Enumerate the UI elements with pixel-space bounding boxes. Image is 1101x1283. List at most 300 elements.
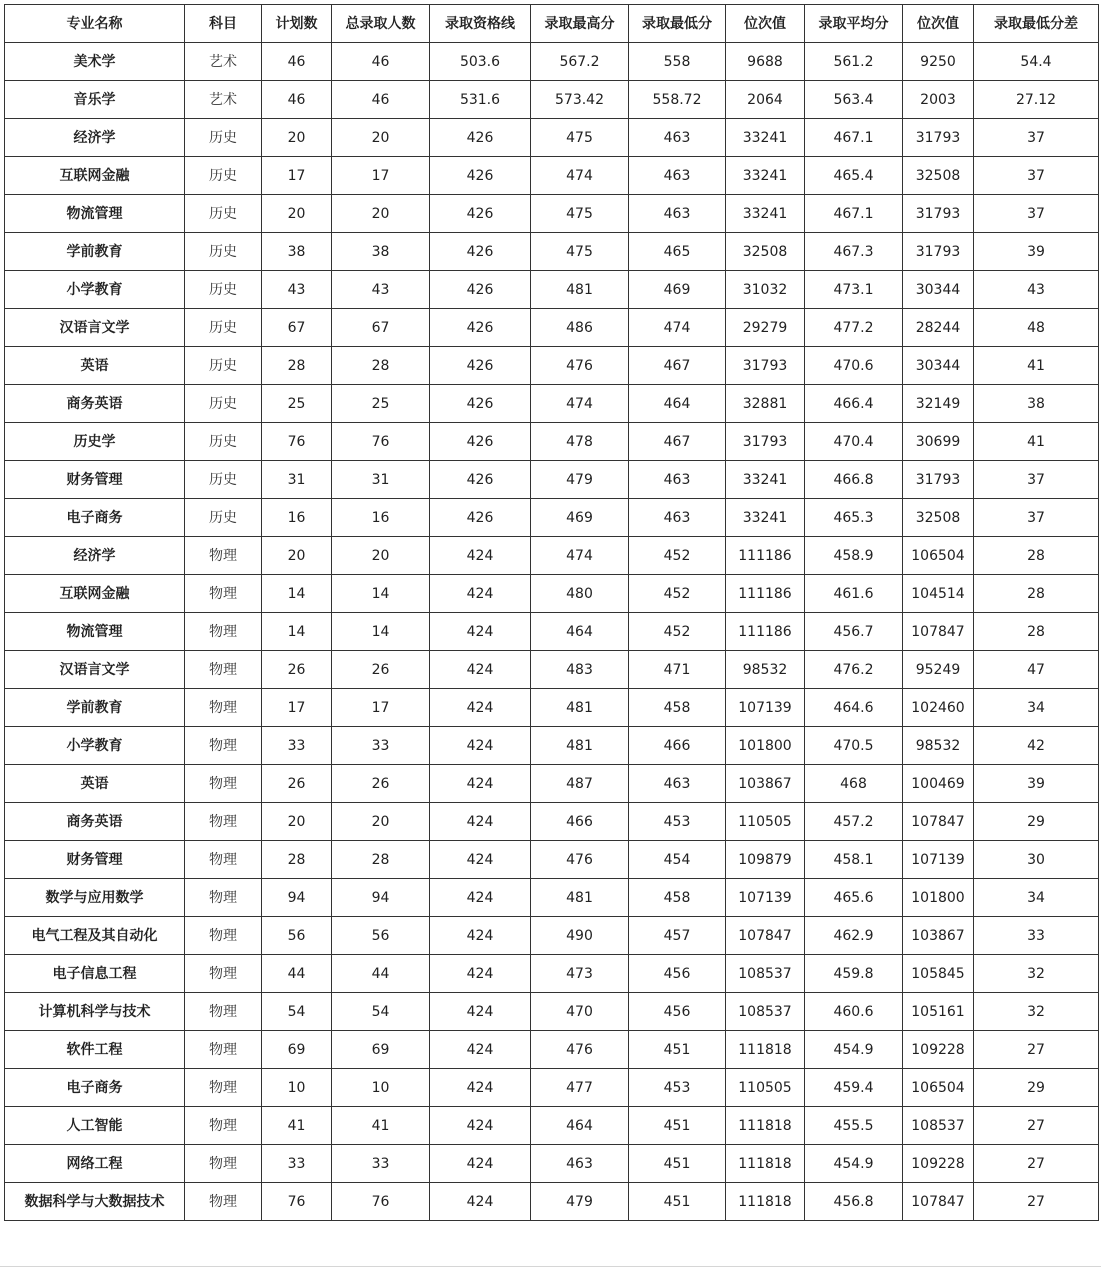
- cell-qualification-line: 426: [430, 423, 531, 461]
- cell-average-score: 456.7: [805, 613, 903, 651]
- cell-min-score: 467: [629, 347, 726, 385]
- cell-plan-count: 26: [262, 651, 332, 689]
- cell-max-score: 567.2: [531, 43, 629, 81]
- cell-total-admitted: 41: [332, 1107, 430, 1145]
- cell-qualification-line: 426: [430, 461, 531, 499]
- cell-rank-value: 103867: [726, 765, 805, 803]
- cell-plan-count: 28: [262, 347, 332, 385]
- cell-min-score-diff: 39: [974, 765, 1099, 803]
- cell-major-name: 电子商务: [5, 499, 185, 537]
- cell-major-name: 美术学: [5, 43, 185, 81]
- cell-qualification-line: 424: [430, 1107, 531, 1145]
- cell-subject: 历史: [185, 157, 262, 195]
- cell-average-score: 460.6: [805, 993, 903, 1031]
- cell-major-name: 数据科学与大数据技术: [5, 1183, 185, 1221]
- cell-plan-count: 54: [262, 993, 332, 1031]
- cell-total-admitted: 46: [332, 43, 430, 81]
- cell-min-score-diff: 37: [974, 461, 1099, 499]
- cell-total-admitted: 26: [332, 765, 430, 803]
- cell-min-score: 466: [629, 727, 726, 765]
- cell-max-score: 464: [531, 613, 629, 651]
- cell-rank-value-2: 28244: [903, 309, 974, 347]
- cell-min-score: 453: [629, 803, 726, 841]
- cell-min-score: 558: [629, 43, 726, 81]
- cell-min-score-diff: 32: [974, 993, 1099, 1031]
- cell-plan-count: 33: [262, 727, 332, 765]
- cell-rank-value-2: 109228: [903, 1145, 974, 1183]
- cell-total-admitted: 46: [332, 81, 430, 119]
- cell-rank-value: 31793: [726, 423, 805, 461]
- cell-rank-value-2: 30344: [903, 347, 974, 385]
- cell-subject: 物理: [185, 689, 262, 727]
- cell-average-score: 455.5: [805, 1107, 903, 1145]
- cell-max-score: 481: [531, 689, 629, 727]
- cell-max-score: 483: [531, 651, 629, 689]
- cell-major-name: 音乐学: [5, 81, 185, 119]
- cell-plan-count: 56: [262, 917, 332, 955]
- cell-max-score: 475: [531, 119, 629, 157]
- cell-average-score: 464.6: [805, 689, 903, 727]
- cell-rank-value-2: 31793: [903, 233, 974, 271]
- cell-major-name: 商务英语: [5, 803, 185, 841]
- cell-plan-count: 38: [262, 233, 332, 271]
- cell-plan-count: 76: [262, 1183, 332, 1221]
- table-body: [5, 43, 1099, 1221]
- cell-subject: 物理: [185, 993, 262, 1031]
- bottom-divider: [0, 1266, 1101, 1267]
- cell-rank-value-2: 102460: [903, 689, 974, 727]
- cell-max-score: 480: [531, 575, 629, 613]
- cell-major-name: 经济学: [5, 537, 185, 575]
- cell-max-score: 469: [531, 499, 629, 537]
- cell-subject: 物理: [185, 575, 262, 613]
- cell-min-score: 457: [629, 917, 726, 955]
- column-header-average-score: 录取平均分: [805, 5, 903, 43]
- cell-major-name: 财务管理: [5, 841, 185, 879]
- cell-subject: 历史: [185, 385, 262, 423]
- cell-total-admitted: 20: [332, 195, 430, 233]
- cell-qualification-line: 426: [430, 347, 531, 385]
- cell-qualification-line: 424: [430, 803, 531, 841]
- cell-max-score: 479: [531, 1183, 629, 1221]
- cell-total-admitted: 28: [332, 841, 430, 879]
- cell-subject: 历史: [185, 195, 262, 233]
- cell-min-score: 452: [629, 537, 726, 575]
- table-row: [5, 499, 1099, 537]
- cell-plan-count: 25: [262, 385, 332, 423]
- cell-rank-value-2: 30699: [903, 423, 974, 461]
- cell-major-name: 互联网金融: [5, 575, 185, 613]
- cell-plan-count: 20: [262, 195, 332, 233]
- cell-min-score-diff: 28: [974, 613, 1099, 651]
- column-header-plan-count: 计划数: [262, 5, 332, 43]
- cell-rank-value: 111818: [726, 1107, 805, 1145]
- table-row: [5, 651, 1099, 689]
- cell-rank-value: 2064: [726, 81, 805, 119]
- cell-subject: 物理: [185, 727, 262, 765]
- cell-rank-value-2: 31793: [903, 119, 974, 157]
- cell-min-score: 471: [629, 651, 726, 689]
- cell-min-score-diff: 30: [974, 841, 1099, 879]
- cell-max-score: 475: [531, 195, 629, 233]
- cell-total-admitted: 44: [332, 955, 430, 993]
- cell-max-score: 478: [531, 423, 629, 461]
- cell-qualification-line: 531.6: [430, 81, 531, 119]
- cell-average-score: 561.2: [805, 43, 903, 81]
- cell-plan-count: 20: [262, 537, 332, 575]
- cell-min-score: 463: [629, 119, 726, 157]
- cell-rank-value-2: 31793: [903, 195, 974, 233]
- cell-min-score-diff: 32: [974, 955, 1099, 993]
- cell-qualification-line: 426: [430, 195, 531, 233]
- cell-major-name: 英语: [5, 347, 185, 385]
- cell-major-name: 人工智能: [5, 1107, 185, 1145]
- cell-subject: 历史: [185, 499, 262, 537]
- cell-rank-value-2: 32149: [903, 385, 974, 423]
- cell-max-score: 463: [531, 1145, 629, 1183]
- table-row: [5, 347, 1099, 385]
- cell-rank-value-2: 30344: [903, 271, 974, 309]
- cell-qualification-line: 426: [430, 157, 531, 195]
- cell-total-admitted: 20: [332, 803, 430, 841]
- cell-qualification-line: 424: [430, 1069, 531, 1107]
- column-header-min-score-diff: 录取最低分差: [974, 5, 1099, 43]
- cell-average-score: 465.6: [805, 879, 903, 917]
- cell-major-name: 学前教育: [5, 689, 185, 727]
- cell-min-score-diff: 43: [974, 271, 1099, 309]
- cell-major-name: 财务管理: [5, 461, 185, 499]
- cell-rank-value: 33241: [726, 195, 805, 233]
- cell-rank-value-2: 9250: [903, 43, 974, 81]
- cell-rank-value-2: 32508: [903, 499, 974, 537]
- cell-rank-value: 111818: [726, 1031, 805, 1069]
- cell-qualification-line: 426: [430, 233, 531, 271]
- cell-subject: 历史: [185, 423, 262, 461]
- cell-min-score-diff: 27: [974, 1107, 1099, 1145]
- cell-plan-count: 44: [262, 955, 332, 993]
- cell-rank-value: 31793: [726, 347, 805, 385]
- cell-total-admitted: 76: [332, 423, 430, 461]
- cell-min-score: 463: [629, 499, 726, 537]
- cell-qualification-line: 426: [430, 499, 531, 537]
- cell-rank-value: 9688: [726, 43, 805, 81]
- column-header-total-admitted: 总录取人数: [332, 5, 430, 43]
- cell-total-admitted: 10: [332, 1069, 430, 1107]
- cell-plan-count: 17: [262, 157, 332, 195]
- cell-major-name: 电子信息工程: [5, 955, 185, 993]
- cell-subject: 历史: [185, 271, 262, 309]
- cell-qualification-line: 424: [430, 613, 531, 651]
- cell-plan-count: 41: [262, 1107, 332, 1145]
- column-header-qualification-line: 录取资格线: [430, 5, 531, 43]
- cell-major-name: 网络工程: [5, 1145, 185, 1183]
- table-row: [5, 385, 1099, 423]
- cell-min-score-diff: 29: [974, 803, 1099, 841]
- cell-plan-count: 14: [262, 613, 332, 651]
- cell-qualification-line: 426: [430, 385, 531, 423]
- cell-total-admitted: 14: [332, 613, 430, 651]
- table-row: [5, 1031, 1099, 1069]
- cell-qualification-line: 424: [430, 1031, 531, 1069]
- cell-subject: 历史: [185, 347, 262, 385]
- cell-qualification-line: 426: [430, 309, 531, 347]
- cell-min-score: 469: [629, 271, 726, 309]
- cell-min-score-diff: 34: [974, 689, 1099, 727]
- table-header: [5, 5, 1099, 43]
- admissions-table: [4, 4, 1099, 1221]
- cell-plan-count: 17: [262, 689, 332, 727]
- table-row: [5, 119, 1099, 157]
- cell-plan-count: 20: [262, 803, 332, 841]
- cell-average-score: 465.4: [805, 157, 903, 195]
- table-row: [5, 461, 1099, 499]
- cell-average-score: 470.5: [805, 727, 903, 765]
- cell-subject: 物理: [185, 765, 262, 803]
- cell-rank-value: 107139: [726, 879, 805, 917]
- cell-major-name: 汉语言文学: [5, 309, 185, 347]
- cell-rank-value: 31032: [726, 271, 805, 309]
- cell-qualification-line: 424: [430, 689, 531, 727]
- cell-max-score: 476: [531, 347, 629, 385]
- table-row: [5, 1145, 1099, 1183]
- cell-rank-value: 107847: [726, 917, 805, 955]
- cell-major-name: 电气工程及其自动化: [5, 917, 185, 955]
- cell-min-score-diff: 37: [974, 499, 1099, 537]
- table-row: [5, 689, 1099, 727]
- cell-max-score: 481: [531, 271, 629, 309]
- cell-min-score: 474: [629, 309, 726, 347]
- cell-max-score: 474: [531, 157, 629, 195]
- cell-plan-count: 69: [262, 1031, 332, 1069]
- cell-subject: 历史: [185, 119, 262, 157]
- cell-rank-value-2: 95249: [903, 651, 974, 689]
- cell-major-name: 历史学: [5, 423, 185, 461]
- cell-min-score-diff: 41: [974, 347, 1099, 385]
- cell-min-score-diff: 27: [974, 1183, 1099, 1221]
- cell-qualification-line: 424: [430, 651, 531, 689]
- cell-rank-value: 107139: [726, 689, 805, 727]
- cell-rank-value: 33241: [726, 157, 805, 195]
- cell-max-score: 474: [531, 385, 629, 423]
- cell-plan-count: 16: [262, 499, 332, 537]
- cell-average-score: 454.9: [805, 1145, 903, 1183]
- cell-min-score: 463: [629, 461, 726, 499]
- cell-subject: 物理: [185, 841, 262, 879]
- table-row: [5, 81, 1099, 119]
- cell-rank-value-2: 106504: [903, 537, 974, 575]
- cell-rank-value-2: 31793: [903, 461, 974, 499]
- cell-rank-value-2: 104514: [903, 575, 974, 613]
- cell-subject: 历史: [185, 233, 262, 271]
- cell-max-score: 479: [531, 461, 629, 499]
- cell-plan-count: 46: [262, 81, 332, 119]
- cell-min-score: 451: [629, 1031, 726, 1069]
- cell-average-score: 468: [805, 765, 903, 803]
- cell-total-admitted: 28: [332, 347, 430, 385]
- cell-total-admitted: 56: [332, 917, 430, 955]
- cell-min-score: 458: [629, 689, 726, 727]
- table-row: [5, 879, 1099, 917]
- cell-qualification-line: 424: [430, 955, 531, 993]
- cell-rank-value-2: 108537: [903, 1107, 974, 1145]
- cell-subject: 艺术: [185, 81, 262, 119]
- column-header-min-score: 录取最低分: [629, 5, 726, 43]
- cell-major-name: 电子商务: [5, 1069, 185, 1107]
- cell-rank-value-2: 98532: [903, 727, 974, 765]
- cell-total-admitted: 20: [332, 119, 430, 157]
- cell-plan-count: 14: [262, 575, 332, 613]
- cell-max-score: 470: [531, 993, 629, 1031]
- cell-qualification-line: 424: [430, 1145, 531, 1183]
- cell-rank-value: 109879: [726, 841, 805, 879]
- cell-max-score: 476: [531, 1031, 629, 1069]
- cell-total-admitted: 17: [332, 157, 430, 195]
- cell-qualification-line: 424: [430, 993, 531, 1031]
- cell-rank-value: 108537: [726, 993, 805, 1031]
- cell-qualification-line: 426: [430, 271, 531, 309]
- cell-average-score: 458.9: [805, 537, 903, 575]
- admissions-table-container: [4, 4, 1099, 1221]
- cell-min-score-diff: 28: [974, 575, 1099, 613]
- cell-min-score-diff: 34: [974, 879, 1099, 917]
- cell-average-score: 454.9: [805, 1031, 903, 1069]
- cell-rank-value: 111186: [726, 613, 805, 651]
- table-row: [5, 613, 1099, 651]
- cell-rank-value-2: 107139: [903, 841, 974, 879]
- cell-min-score-diff: 39: [974, 233, 1099, 271]
- table-row: [5, 803, 1099, 841]
- cell-average-score: 470.6: [805, 347, 903, 385]
- cell-rank-value: 101800: [726, 727, 805, 765]
- cell-max-score: 476: [531, 841, 629, 879]
- cell-average-score: 461.6: [805, 575, 903, 613]
- cell-subject: 艺术: [185, 43, 262, 81]
- column-header-max-score: 录取最高分: [531, 5, 629, 43]
- table-row: [5, 1107, 1099, 1145]
- cell-rank-value-2: 107847: [903, 803, 974, 841]
- cell-min-score-diff: 29: [974, 1069, 1099, 1107]
- table-row: [5, 271, 1099, 309]
- cell-average-score: 466.4: [805, 385, 903, 423]
- cell-min-score-diff: 33: [974, 917, 1099, 955]
- column-header-subject: 科目: [185, 5, 262, 43]
- table-row: [5, 309, 1099, 347]
- cell-total-admitted: 76: [332, 1183, 430, 1221]
- cell-min-score: 458: [629, 879, 726, 917]
- cell-min-score-diff: 54.4: [974, 43, 1099, 81]
- cell-plan-count: 26: [262, 765, 332, 803]
- cell-total-admitted: 26: [332, 651, 430, 689]
- table-row: [5, 537, 1099, 575]
- cell-qualification-line: 424: [430, 727, 531, 765]
- cell-max-score: 490: [531, 917, 629, 955]
- cell-subject: 物理: [185, 1069, 262, 1107]
- cell-min-score: 456: [629, 955, 726, 993]
- cell-subject: 历史: [185, 461, 262, 499]
- cell-rank-value: 111186: [726, 537, 805, 575]
- cell-rank-value: 110505: [726, 803, 805, 841]
- cell-min-score-diff: 41: [974, 423, 1099, 461]
- table-row: [5, 841, 1099, 879]
- cell-subject: 物理: [185, 917, 262, 955]
- cell-rank-value-2: 106504: [903, 1069, 974, 1107]
- table-row: [5, 43, 1099, 81]
- cell-max-score: 481: [531, 879, 629, 917]
- cell-total-admitted: 67: [332, 309, 430, 347]
- cell-min-score: 452: [629, 613, 726, 651]
- cell-qualification-line: 503.6: [430, 43, 531, 81]
- cell-min-score-diff: 37: [974, 157, 1099, 195]
- cell-rank-value-2: 103867: [903, 917, 974, 955]
- cell-total-admitted: 17: [332, 689, 430, 727]
- cell-min-score-diff: 27: [974, 1031, 1099, 1069]
- cell-subject: 物理: [185, 1145, 262, 1183]
- cell-min-score-diff: 27: [974, 1145, 1099, 1183]
- cell-qualification-line: 424: [430, 841, 531, 879]
- cell-total-admitted: 38: [332, 233, 430, 271]
- cell-max-score: 487: [531, 765, 629, 803]
- cell-major-name: 计算机科学与技术: [5, 993, 185, 1031]
- cell-rank-value: 32508: [726, 233, 805, 271]
- cell-qualification-line: 424: [430, 575, 531, 613]
- cell-plan-count: 46: [262, 43, 332, 81]
- cell-subject: 物理: [185, 1031, 262, 1069]
- table-row: [5, 955, 1099, 993]
- cell-total-admitted: 14: [332, 575, 430, 613]
- cell-average-score: 462.9: [805, 917, 903, 955]
- table-row: [5, 233, 1099, 271]
- cell-major-name: 软件工程: [5, 1031, 185, 1069]
- cell-total-admitted: 20: [332, 537, 430, 575]
- cell-min-score: 451: [629, 1145, 726, 1183]
- cell-average-score: 459.4: [805, 1069, 903, 1107]
- cell-plan-count: 43: [262, 271, 332, 309]
- cell-average-score: 457.2: [805, 803, 903, 841]
- table-row: [5, 765, 1099, 803]
- cell-major-name: 汉语言文学: [5, 651, 185, 689]
- column-header-major-name: 专业名称: [5, 5, 185, 43]
- cell-total-admitted: 31: [332, 461, 430, 499]
- cell-major-name: 互联网金融: [5, 157, 185, 195]
- column-header-rank-value-2: 位次值: [903, 5, 974, 43]
- cell-average-score: 467.3: [805, 233, 903, 271]
- cell-max-score: 474: [531, 537, 629, 575]
- cell-total-admitted: 16: [332, 499, 430, 537]
- cell-rank-value-2: 109228: [903, 1031, 974, 1069]
- cell-rank-value: 108537: [726, 955, 805, 993]
- cell-min-score: 463: [629, 765, 726, 803]
- cell-major-name: 小学教育: [5, 727, 185, 765]
- cell-rank-value-2: 107847: [903, 613, 974, 651]
- cell-average-score: 459.8: [805, 955, 903, 993]
- cell-min-score-diff: 42: [974, 727, 1099, 765]
- cell-average-score: 470.4: [805, 423, 903, 461]
- cell-average-score: 473.1: [805, 271, 903, 309]
- cell-rank-value: 33241: [726, 461, 805, 499]
- cell-subject: 物理: [185, 803, 262, 841]
- table-row: [5, 157, 1099, 195]
- cell-average-score: 563.4: [805, 81, 903, 119]
- cell-average-score: 467.1: [805, 195, 903, 233]
- cell-major-name: 学前教育: [5, 233, 185, 271]
- cell-rank-value: 98532: [726, 651, 805, 689]
- table-row: [5, 993, 1099, 1031]
- cell-plan-count: 67: [262, 309, 332, 347]
- cell-rank-value-2: 2003: [903, 81, 974, 119]
- cell-min-score: 464: [629, 385, 726, 423]
- table-row: [5, 195, 1099, 233]
- cell-rank-value-2: 105161: [903, 993, 974, 1031]
